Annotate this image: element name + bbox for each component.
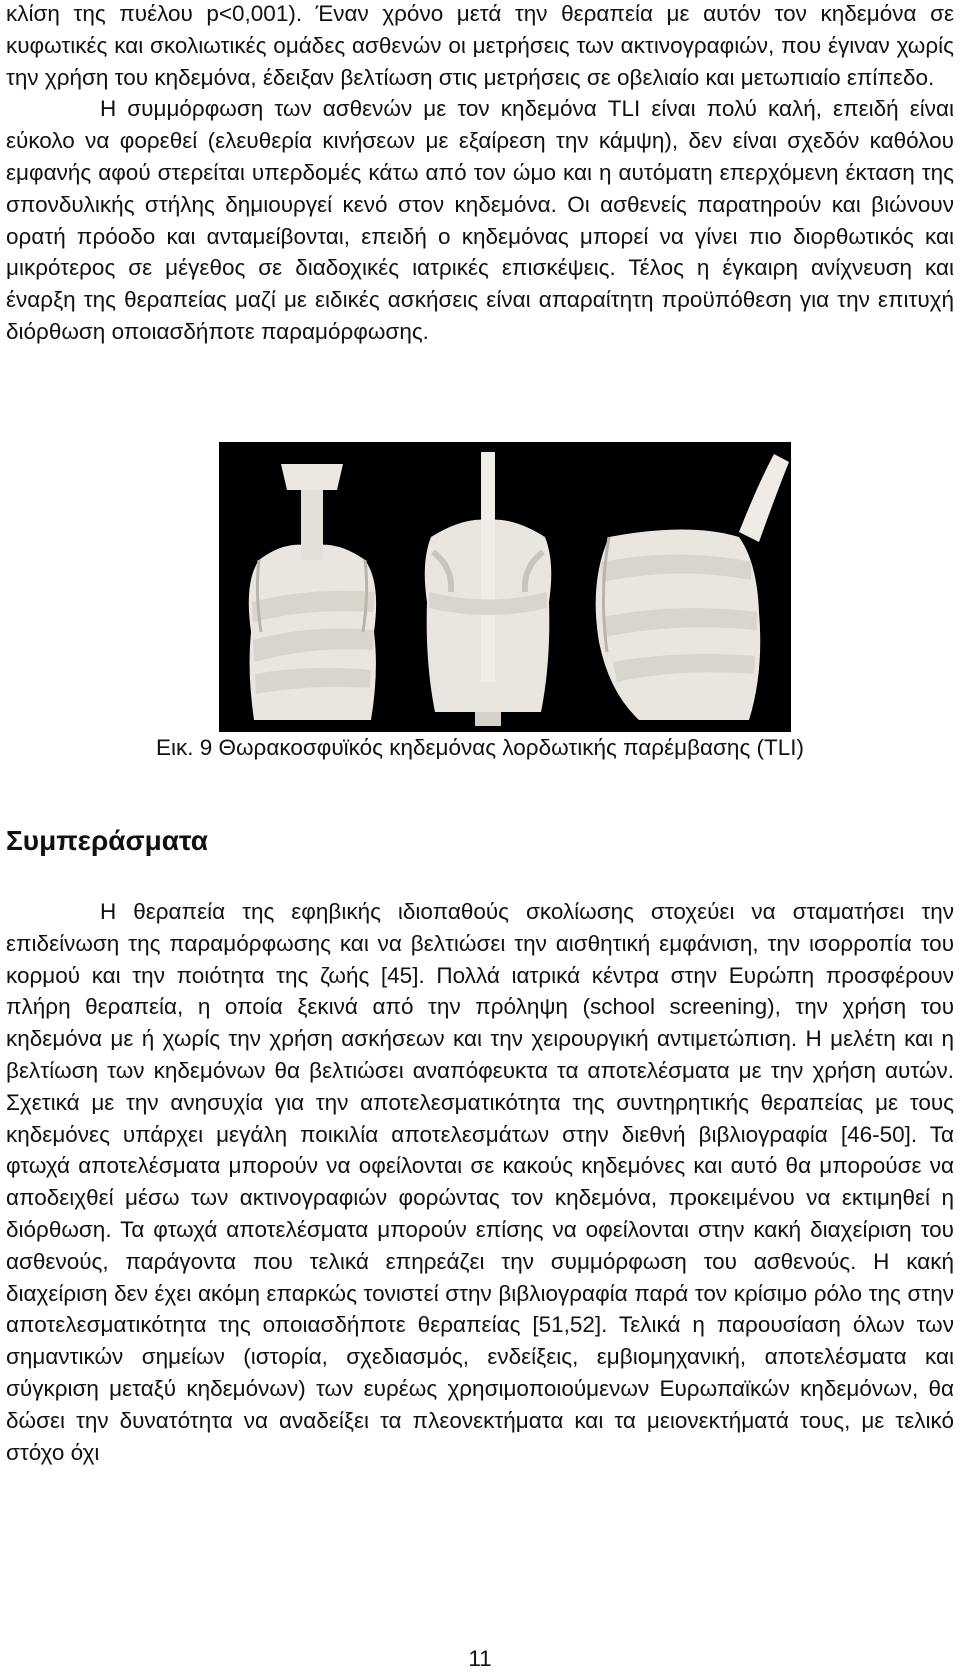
paragraph-conclusions: Η θεραπεία της εφηβικής ιδιοπαθούς σκολίωσης στοχεύει να σταματήσει την επιδείνωση της παραμόρφωσης και να βελτιώσει την αισθητική εμφάνιση, την ισορροπία του κορμού και την ποιότητα της ζωής [45]. Πολλά ιατρικά κέντρα στην Ευρώπη προσφέρουν πλήρη θεραπεία, η οποία ξεκινά από την πρόληψη (school screening), την χρήση του κηδεμόνα με ή χωρίς την χρήση ασκήσεων και την χειρουργική αντιμετώπιση. Η μελέτη και η βελτίωση των κηδεμόνων θα βελτιώσει αναπόφευκτα τα αποτελέσματα με την χρήση αυτών. Σχετικά με την ανησυχία για την αποτελεσματικότητα της συντηρητικής θεραπείας με τους κηδεμόνες υπάρχει μεγάλη ποικιλία αποτελεσμάτων στην διεθνή βιβλιογραφία [46-50]. Τα φτωχά αποτελέσματα μπορούν να οφείλονται σε κακούς κηδεμόνες και αυτό θα μπορούσε να αποδειχθεί μέσω των ακτινογραφιών φορώντας τον κηδεμόνα, προκειμένου να εκτιμηθεί η διόρθωση. Τα φτωχά αποτελέσματα μπορούν επίσης να οφείλονται στην κακή διαχείριση του ασθενούς, παράγοντα που τελικά επηρεάζει την συμμόρφωση του ασθενούς. Η κακή διαχείριση δεν έχει ακόμη επαρκώς τονιστεί στην βιβλιογραφία παρά τον κρίσιμο ρόλο της στην αποτελεσματικότητα της οποιασδήποτε θεραπείας [51,52]. Τελικά η παρουσίαση όλων των σημαντικών σημείων (ιστορία, σχεδιασμός, ενδείξεις, εμβιομηχανική, αποτελέσματα και σύγκριση μεταξύ κηδεμόνων) των ευρέως χρησιμοποιούμενων Ευρωπαϊκών κηδεμόνων, θα δώσει την δυνατότητα να αναδείξει τα πλεονεκτήματα και τα μειονεκτήματά τους, με τελικό στόχο όχι	[6, 899, 954, 1465]
brace-figure	[219, 442, 791, 732]
brace-side-photo	[569, 442, 791, 732]
paragraph-compliance: Η συμμόρφωση των ασθενών με τον κηδεμόνα TLI είναι πολύ καλή, επειδή είναι εύκολο να φορεθεί (ελευθερία κινήσεων με εξαίρεση την κάμψη), δεν είναι σχεδόν καθόλου εμφανής αφού στερείται υπερδομές κάτω από τον ώμο και η αυτόματη επερχόμενη έκταση της σπονδυλικής στήλης δημιουργεί κενό στον κηδεμόνα. Οι ασθενείς παρατηρούν και βιώνουν ορατή πρόοδο και ανταμείβονται, επειδή ο κηδεμόνας μπορεί να γίνει πιο διορθωτικός και μικρότερος σε μέγεθος σε διαδοχικές ιατρικές επισκέψεις. Τέλος η έγκαιρη ανίχνευση και έναρξη της θεραπείας μαζί με ειδικές ασκήσεις είναι απαραίτητη προϋπόθεση για την επιτυχή διόρθωση οποιασδήποτε παραμόρφωσης.	[6, 96, 954, 344]
top-text	[6, 0, 954, 348]
paragraph-continuation: κλίση της πυέλου p<0,001). Έναν χρόνο μετά την θεραπεία με αυτόν τον κηδεμόνα σε κυφωτικές και σκολιωτικές ομάδες ασθενών οι μετρήσεις των ακτινογραφιών, που έγιναν χωρίς την χρήση του κηδεμόνα, έδειξαν βελτίωση στις μετρήσεις σε οβελιαίο και μετωπιαίο επίπεδο.	[6, 1, 954, 90]
figure-caption: Εικ. 9 Θωρακοσφυϊκός κηδεμόνας λορδωτικής παρέμβασης (TLI)	[155, 735, 805, 760]
conclusion-text	[6, 896, 954, 1468]
page-number: 11	[468, 1646, 492, 1671]
section-heading: Συμπεράσματα	[6, 825, 208, 856]
brace-back-photo	[413, 442, 563, 732]
brace-front-photo	[219, 442, 404, 732]
